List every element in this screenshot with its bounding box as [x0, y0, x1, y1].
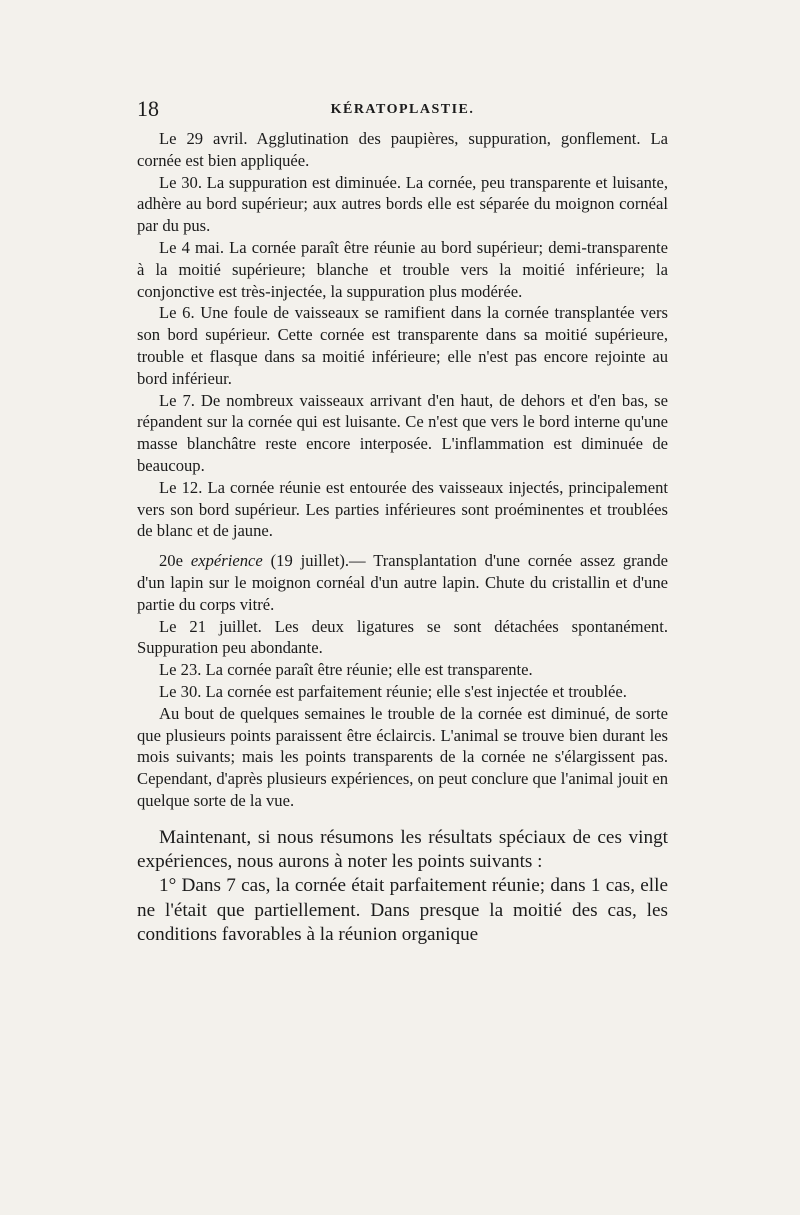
running-title: KÉRATOPLASTIE. — [330, 102, 475, 117]
paragraph-quelques-semaines: Au bout de quelques semaines le trouble de la cornée est diminué, de sorte que plusieurs points paraissent être éclaircis. L'animal se trouve bien durant les mois suivants; mais les points transparents de la cornée ne s'élargissent pas. Cependant, d'après plusieurs expériences, on peut conclure que l'animal jouit en quelque sorte de la vue. — [137, 703, 668, 810]
summary-intro: Maintenant, si nous résumons les résultats spéciaux de ces vingt expériences, nous aurons à noter les points suivants : — [137, 826, 668, 872]
paragraph-23: Le 23. La cornée paraît être réunie; elle est transparente. — [159, 660, 533, 680]
experiment-text: (19 juillet).— Transplantation d'une cornée assez grande d'un lapin sur le moignon cornéal d'un autre lapin. Chute du cristallin et d'une partie du corps vitré. — [137, 551, 668, 614]
experiment-number: 20e — [159, 551, 183, 571]
paragraph-7: Le 7. De nombreux vaisseaux arrivant d'en haut, de dehors et d'en bas, se répandent sur la cornée qui est luisante. Ce n'est que vers le bord interne qu'une masse blanchâtre reste encore interposée. L'inflammation est diminuée de beaucoup. — [137, 390, 668, 475]
paragraph-12: Le 12. La cornée réunie est entourée des vaisseaux injectés, principalement vers son bord supérieur. Les parties inférieures sont proéminentes et troublées de blanc et de jaune. — [137, 477, 668, 541]
body-text — [137, 128, 668, 947]
page-number: 18 — [137, 96, 159, 121]
experiment-label: expérience — [190, 551, 263, 571]
paragraph-21-juillet: Le 21 juillet. Les deux ligatures se sont détachées spontanément. Suppuration peu abondante. — [137, 616, 668, 658]
paragraph-30-juillet: Le 30. La cornée est parfaitement réunie; elle s'est injectée et troublée. — [159, 681, 627, 701]
experiment-paragraph — [137, 550, 668, 615]
paragraph-30: Le 30. La suppuration est diminuée. La cornée, peu transparente et luisante, adhère au bord supérieur; aux autres bords elle est séparée du moignon cornéal par du pus. — [137, 172, 668, 236]
paragraph-29-avril: Le 29 avril. Agglutination des paupières, suppuration, gonflement. La cornée est bien appliquée. — [137, 129, 668, 170]
page-header — [137, 96, 668, 126]
summary-point-1: 1° Dans 7 cas, la cornée était parfaitement réunie; dans 1 cas, elle ne l'était que partiellement. Dans presque la moitié des cas, les conditions favorables à la réunion organique — [137, 875, 668, 945]
paragraph-6: Le 6. Une foule de vaisseaux se ramifient dans la cornée transplantée vers son bord supérieur. Cette cornée est transparente dans sa moitié supérieure, trouble et flasque dans sa moitié inférieure; elle n'est pas encore rejointe au bord inférieur. — [137, 303, 668, 388]
paragraph-4-mai: Le 4 mai. La cornée paraît être réunie au bord supérieur; demi-transparente à la moitié supérieure; blanche et trouble vers la moitié inférieure; la conjonctive est très-injectée, la suppuration plus modérée. — [137, 237, 668, 301]
